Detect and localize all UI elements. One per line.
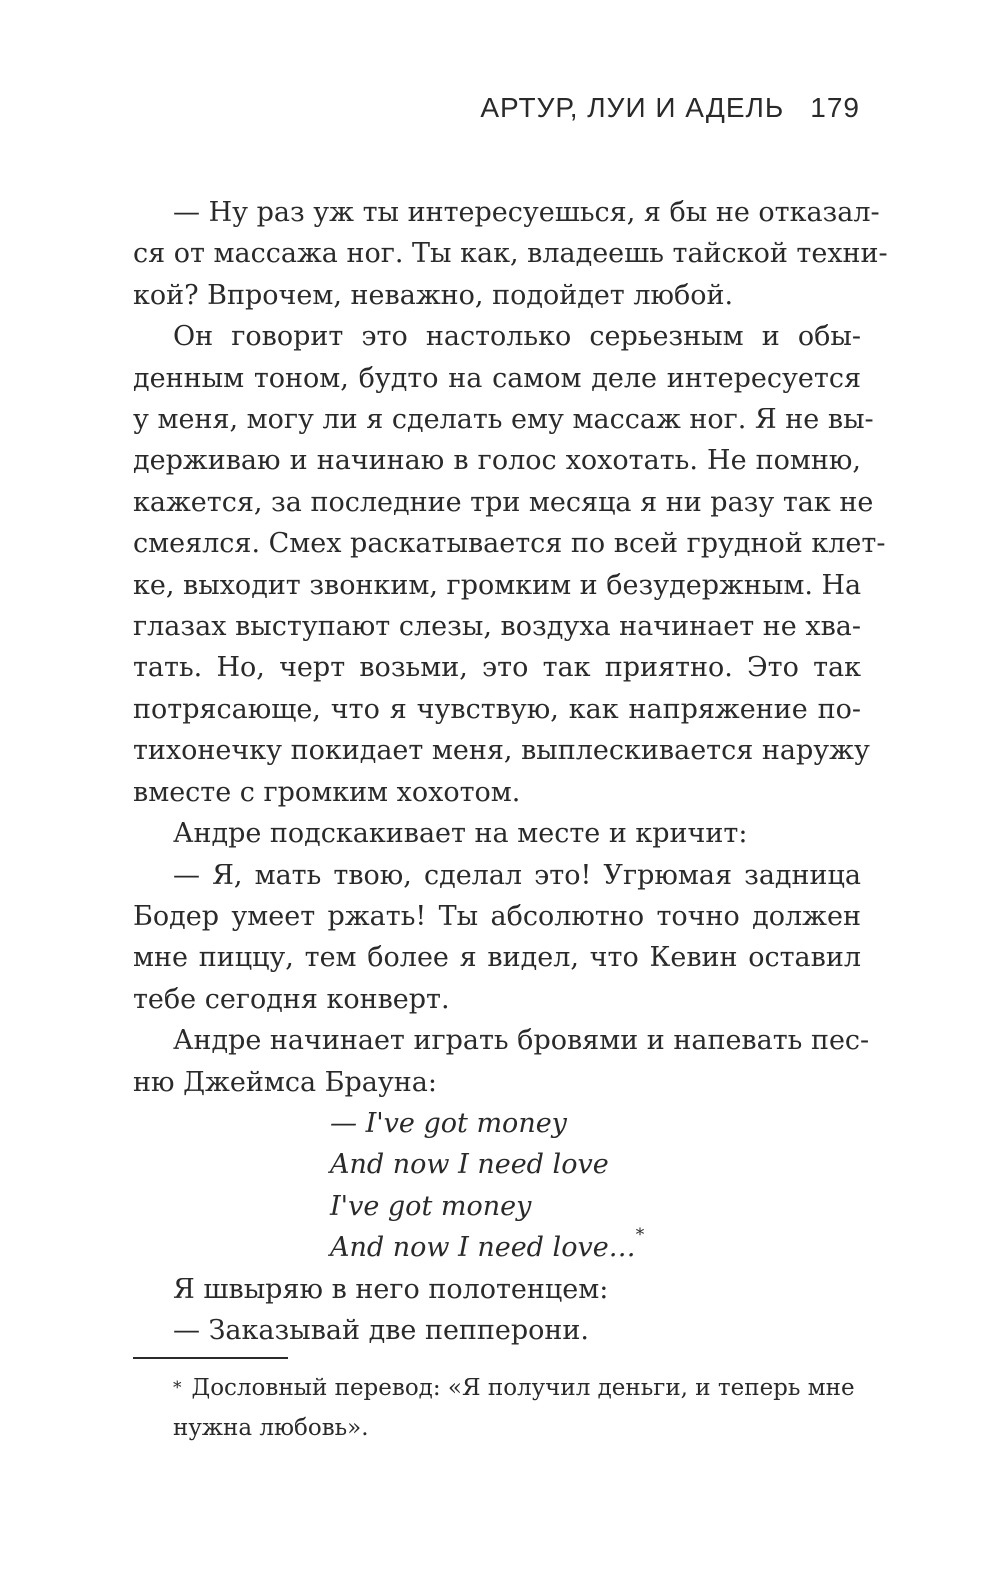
footnote-divider	[133, 1357, 288, 1359]
lyric-text: And now I need love…	[330, 1232, 636, 1264]
body-text	[133, 192, 888, 1351]
text-line: денным тоном, будто на самом деле интересуется	[133, 362, 861, 394]
running-head	[480, 92, 860, 124]
text-line: Андре подскакивает на месте и кричит:	[173, 818, 748, 850]
text-line: тебе сегодня конверт.	[133, 983, 450, 1015]
text-line: — Заказывай две пепперони.	[173, 1314, 590, 1346]
text-line: — Я, мать твою, сделал это! Угрюмая задница	[173, 859, 861, 891]
chapter-title: АРТУР, ЛУИ И АДЕЛЬ	[480, 92, 785, 123]
text-line: Андре начинает играть бровями и напевать пес-	[173, 1025, 870, 1057]
text-line: Он говорит это настолько серьезным и обы-	[173, 321, 861, 353]
lyric-line: And now I need love	[330, 1149, 609, 1181]
text-line: — Ну раз уж ты интересуешься, я бы не отказал-	[173, 197, 880, 228]
text-line: тихонечку покидает меня, выплескивается наружу	[133, 735, 870, 767]
text-line: вместе с громким хохотом.	[133, 776, 521, 808]
footnote-reference[interactable]: *	[635, 1225, 645, 1246]
text-line: ню Джеймса Брауна:	[133, 1066, 437, 1098]
text-line: кой? Впрочем, неважно, подойдет любой.	[133, 279, 734, 311]
text-line: смеялся. Смех раскатывается по всей грудной клет-	[133, 528, 886, 560]
page-number: 179	[810, 92, 860, 123]
text-line: кажется, за последние три месяца я ни разу так не	[133, 486, 874, 518]
text-line: глазах выступают слезы, воздуха начинает не хва-	[133, 611, 861, 643]
footnote-text: Дословный перевод: «Я получил деньги, и теперь мне нужна любовь».	[173, 1375, 855, 1441]
text-line: ся от массажа ног. Ты как, владеешь тайской техни-	[133, 238, 888, 270]
text-line: потрясающе, что я чувствую, как напряжение по-	[133, 693, 861, 725]
text-line: у меня, могу ли я сделать ему массаж ног. Я не вы-	[133, 404, 874, 436]
text-line: ке, выходит звонким, громким и безудержным. На	[133, 569, 862, 601]
text-line: тать. Но, черт возьми, это так приятно. Это так	[133, 652, 861, 684]
text-line: держиваю и начинаю в голос хохотать. Не помню,	[133, 445, 861, 477]
text-line: Бодер умеет ржать! Ты абсолютно точно должен	[133, 900, 861, 932]
lyric-line: — I've got money	[330, 1107, 567, 1139]
lyric-line: I've got money	[330, 1190, 532, 1222]
footnote	[133, 1368, 901, 1448]
text-line: мне пиццу, тем более я видел, что Кевин оставил	[133, 942, 861, 974]
song-lyrics	[133, 1103, 861, 1269]
footnote-marker: *	[173, 1378, 182, 1398]
lyric-line	[330, 1227, 861, 1268]
text-line: Я швыряю в него полотенцем:	[173, 1273, 609, 1305]
